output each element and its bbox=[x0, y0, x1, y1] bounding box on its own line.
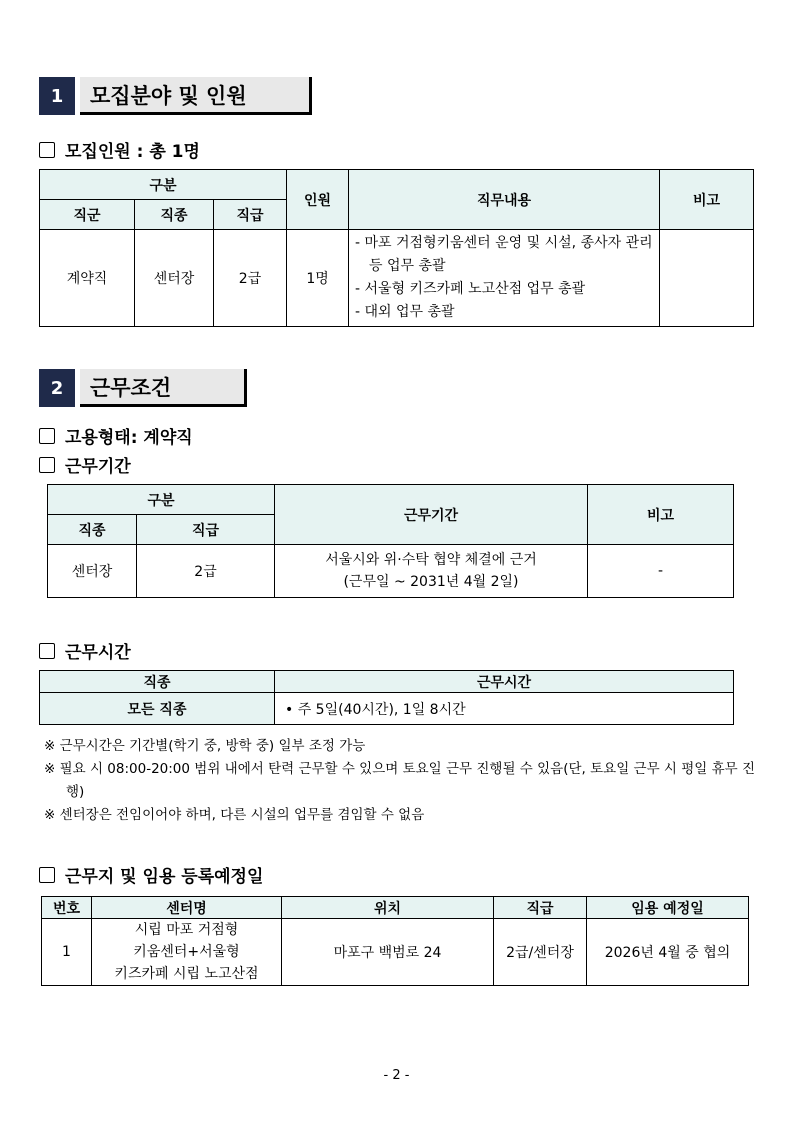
note-item: ※ 센터장은 전임이어야 하며, 다른 시설의 업무를 겸임할 수 없음 bbox=[44, 807, 425, 823]
duty-item: - 서울형 키즈카페 노고산점 업무 총괄 bbox=[355, 281, 586, 297]
section-1-title: 모집분야 및 인원 bbox=[80, 77, 312, 115]
header-location: 위치 bbox=[282, 897, 494, 919]
checkbox-icon bbox=[39, 867, 55, 883]
header-job-type: 직종 bbox=[48, 515, 137, 545]
location-table bbox=[41, 896, 749, 986]
cell-date: 2026년 4월 중 협의 bbox=[587, 919, 749, 986]
header-job-type: 직종 bbox=[40, 671, 275, 693]
header-grade: 직급 bbox=[214, 200, 287, 230]
cell-job-type: 센터장 bbox=[48, 545, 137, 598]
cell-grade: 2급/센터장 bbox=[494, 919, 587, 986]
recruit-count-text: 모집인원 : 총 1명 bbox=[65, 142, 200, 162]
checkbox-icon bbox=[39, 428, 55, 444]
checkbox-icon bbox=[39, 457, 55, 473]
header-grade: 직급 bbox=[494, 897, 587, 919]
cell-period bbox=[275, 545, 588, 598]
header-duties: 직무내용 bbox=[349, 170, 660, 230]
header-center: 센터명 bbox=[92, 897, 282, 919]
page-number: - 2 - bbox=[383, 1068, 410, 1083]
header-group: 구분 bbox=[40, 170, 287, 200]
section-1-number: 1 bbox=[39, 77, 75, 115]
section-2-title: 근무조건 bbox=[80, 369, 247, 407]
note-item: ※ 필요 시 08:00-20:00 범위 내에서 탄력 근무할 수 있으며 토요일 근무 진행될 수 있음(단, 토요일 근무 시 평일 휴무 진행) bbox=[44, 761, 756, 800]
cell-count: 1명 bbox=[287, 230, 349, 327]
work-period-heading: 근무기간 bbox=[65, 457, 131, 477]
header-no: 번호 bbox=[42, 897, 92, 919]
section-2-number: 2 bbox=[39, 369, 75, 407]
cell-grade: 2급 bbox=[214, 230, 287, 327]
header-note: 비고 bbox=[588, 485, 734, 545]
section-2-heading bbox=[39, 369, 247, 407]
cell-no: 1 bbox=[42, 919, 92, 986]
section-1-heading bbox=[39, 77, 312, 115]
checkbox-icon bbox=[39, 643, 55, 659]
work-period-bullet bbox=[39, 452, 131, 477]
recruit-table bbox=[39, 169, 754, 327]
cell-note: - bbox=[588, 545, 734, 598]
work-period-table bbox=[47, 484, 734, 598]
header-period: 근무기간 bbox=[275, 485, 588, 545]
work-hours-heading: 근무시간 bbox=[65, 643, 131, 663]
header-hours: 근무시간 bbox=[275, 671, 734, 693]
cell-location: 마포구 백범로 24 bbox=[282, 919, 494, 986]
cell-all-types: 모든 직종 bbox=[40, 693, 275, 725]
center-line-1: 시립 마포 거점형 bbox=[134, 922, 239, 938]
header-job-type: 직종 bbox=[135, 200, 214, 230]
work-notes bbox=[44, 735, 759, 827]
period-line-1: 서울시와 위·수탁 협약 체결에 근거 bbox=[325, 552, 537, 568]
checkbox-icon bbox=[39, 142, 55, 158]
location-heading: 근무지 및 임용 등록예정일 bbox=[65, 867, 264, 887]
cell-hours: • 주 5일(40시간), 1일 8시간 bbox=[275, 693, 734, 725]
cell-center bbox=[92, 919, 282, 986]
header-count: 인원 bbox=[287, 170, 349, 230]
cell-job-group: 계약직 bbox=[40, 230, 135, 327]
header-job-group: 직군 bbox=[40, 200, 135, 230]
cell-note bbox=[660, 230, 754, 327]
cell-grade: 2급 bbox=[137, 545, 275, 598]
period-line-2: (근무일 ~ 2031년 4월 2일) bbox=[343, 574, 519, 590]
employment-type-text: 고용형태: 계약직 bbox=[65, 428, 193, 448]
location-bullet bbox=[39, 862, 263, 887]
work-hours-bullet bbox=[39, 638, 131, 663]
cell-duties bbox=[349, 230, 660, 327]
header-note: 비고 bbox=[660, 170, 754, 230]
duty-item: - 대외 업무 총괄 bbox=[355, 304, 455, 320]
header-group: 구분 bbox=[48, 485, 275, 515]
recruit-count-bullet bbox=[39, 137, 200, 162]
work-hours-table bbox=[39, 670, 734, 725]
employment-type-bullet bbox=[39, 423, 193, 448]
cell-job-type: 센터장 bbox=[135, 230, 214, 327]
center-line-3: 키즈카페 시립 노고산점 bbox=[114, 966, 259, 982]
header-date: 임용 예정일 bbox=[587, 897, 749, 919]
header-grade: 직급 bbox=[137, 515, 275, 545]
note-item: ※ 근무시간은 기간별(학기 중, 방학 중) 일부 조정 가능 bbox=[44, 738, 366, 754]
center-line-2: 키움센터+서울형 bbox=[133, 944, 240, 960]
duty-item: - 마포 거점형키움센터 운영 및 시설, 종사자 관리 등 업무 총괄 bbox=[355, 235, 653, 274]
